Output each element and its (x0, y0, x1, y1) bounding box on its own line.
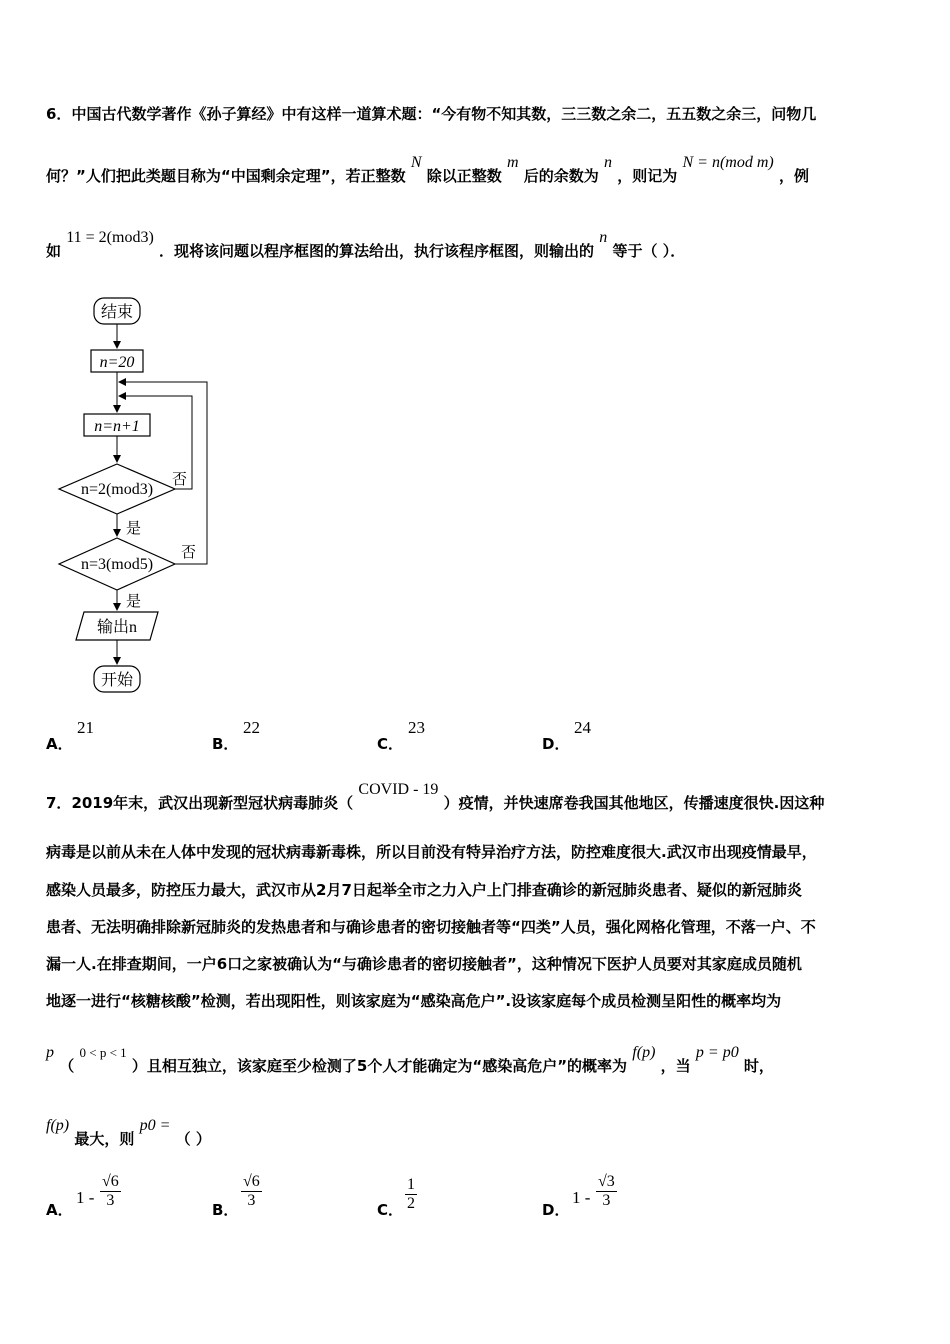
q7-option-b-label: B． (212, 1201, 239, 1219)
q7-line-4: 患者、无法明确排除新冠肺炎的发热患者和与确诊患者的密切接触者等“四类”人员，强化网格化管理，不落一户、不 (46, 918, 816, 936)
q7-option-c-fraction: $\frac{1}{2}$ (407, 1176, 415, 1212)
flow-yes-2: 是 (126, 594, 142, 610)
var-n-output: n (599, 229, 608, 246)
q7-line-7: p （ 0 < p < 1 ）且相互独立，该家庭至少检测了5个人才能确定为“感染高危户”的概率为 f(p) ，当 p = p0 时， (46, 1044, 774, 1075)
flowchart (50, 290, 250, 700)
q7-option-a-fraction: $\frac{√6}{3}$ (102, 1173, 119, 1209)
flow-no-2: 否 (181, 545, 197, 561)
flow-init-text: n=20 (99, 354, 135, 371)
var-n: n (604, 154, 613, 171)
q7-line-2: 病毒是以前从未在人体中发现的冠状病毒新毒株，所以目前没有特异治疗方法，防控难度很大.武汉市出现疫情最早， (46, 843, 817, 861)
q6-line-2: 何？”人们把此类题目称为“中国剩余定理”，若正整数 N 除以正整数 m 后的余数为 n ，则记为 N = n(mod m) ，例 (46, 154, 809, 185)
q7-option-d-label: D． (542, 1201, 570, 1219)
q7-option-d-fraction: $\frac{√3}{3}$ (598, 1173, 615, 1209)
q6-line-1: 6．中国古代数学著作《孙子算经》中有这样一道算术题：“今有物不知其数，三三数之余二，五五数之余三，问物几 (46, 105, 817, 123)
q7-line-1: 7．2019年末，武汉出现新型冠状病毒肺炎（ COVID - 19 ）疫情，并快速席卷我国其他地区，传播速度很快.因这种 (46, 781, 825, 812)
formula-example: 11 = 2(mod3) (66, 229, 154, 246)
q7-option-d-prefix: 1 - (572, 1188, 591, 1207)
flow-condition-1-text: n=2(mod3) (80, 481, 154, 498)
flow-yes-1: 是 (126, 521, 142, 537)
q6-number: 6． (46, 105, 72, 123)
f-of-p: f(p) (632, 1044, 656, 1061)
q6-option-a-label: A． (46, 735, 73, 753)
q7-line-3: 感染人员最多，防控压力最大，武汉市从2月7日起举全市之力入户上门排查确诊的新冠肺炎患者、疑似的新冠肺炎 (46, 881, 802, 899)
flow-end-text: 结束 (100, 304, 134, 321)
flow-no-1: 否 (172, 472, 188, 488)
formula-mod: N = n(mod m) (682, 154, 774, 171)
q6-option-a-value: 21 (77, 718, 94, 737)
q6-option-d-label: D． (542, 735, 570, 753)
p0-equals: p0 = (139, 1117, 171, 1134)
q6-option-d-value: 24 (574, 718, 591, 737)
p-equals-p0: p = p0 (695, 1044, 739, 1061)
q6-option-c-value: 23 (408, 718, 425, 737)
flow-increment-text: n=n+1 (94, 418, 140, 435)
flow-start-text: 开始 (100, 672, 134, 689)
q6-line-3: 如 11 = 2(mod3) ．现将该问题以程序框图的算法给出，执行该程序框图，则输出的 n 等于（ ）． (46, 229, 686, 260)
flow-output-text: 输出n (96, 619, 138, 636)
q7-option-a-label: A． (46, 1201, 73, 1219)
q7-line-6: 地逐一进行“核糖核酸”检测，若出现阳性，则该家庭为“感染高危户”.设该家庭每个成员检测呈阳性的概率均为 (46, 992, 782, 1010)
q7-option-b-fraction: $\frac{√6}{3}$ (243, 1173, 260, 1209)
flow-condition-2-text: n=3(mod5) (80, 556, 154, 573)
f-of-p-2: f(p) (46, 1117, 70, 1134)
var-p: p (46, 1044, 54, 1061)
q6-option-c-label: C． (377, 735, 404, 753)
covid-term: COVID - 19 (358, 781, 439, 798)
var-N: N (410, 154, 422, 171)
q7-option-c-label: C． (377, 1201, 404, 1219)
q7-number: 7． (46, 794, 72, 812)
q7-option-a-prefix: 1 - (76, 1188, 95, 1207)
p-range: 0 < p < 1 (79, 1045, 127, 1060)
q6-option-b-label: B． (212, 735, 239, 753)
q6-option-b-value: 22 (243, 718, 260, 737)
q7-line-8: f(p) 最大，则 p0 = （ ） (46, 1117, 211, 1148)
q7-line-5: 漏一人.在排查期间，一户6口之家被确认为“与确诊患者的密切接触者”，这种情况下医护人员要对其家庭成员随机 (46, 955, 802, 973)
var-m: m (506, 154, 519, 171)
